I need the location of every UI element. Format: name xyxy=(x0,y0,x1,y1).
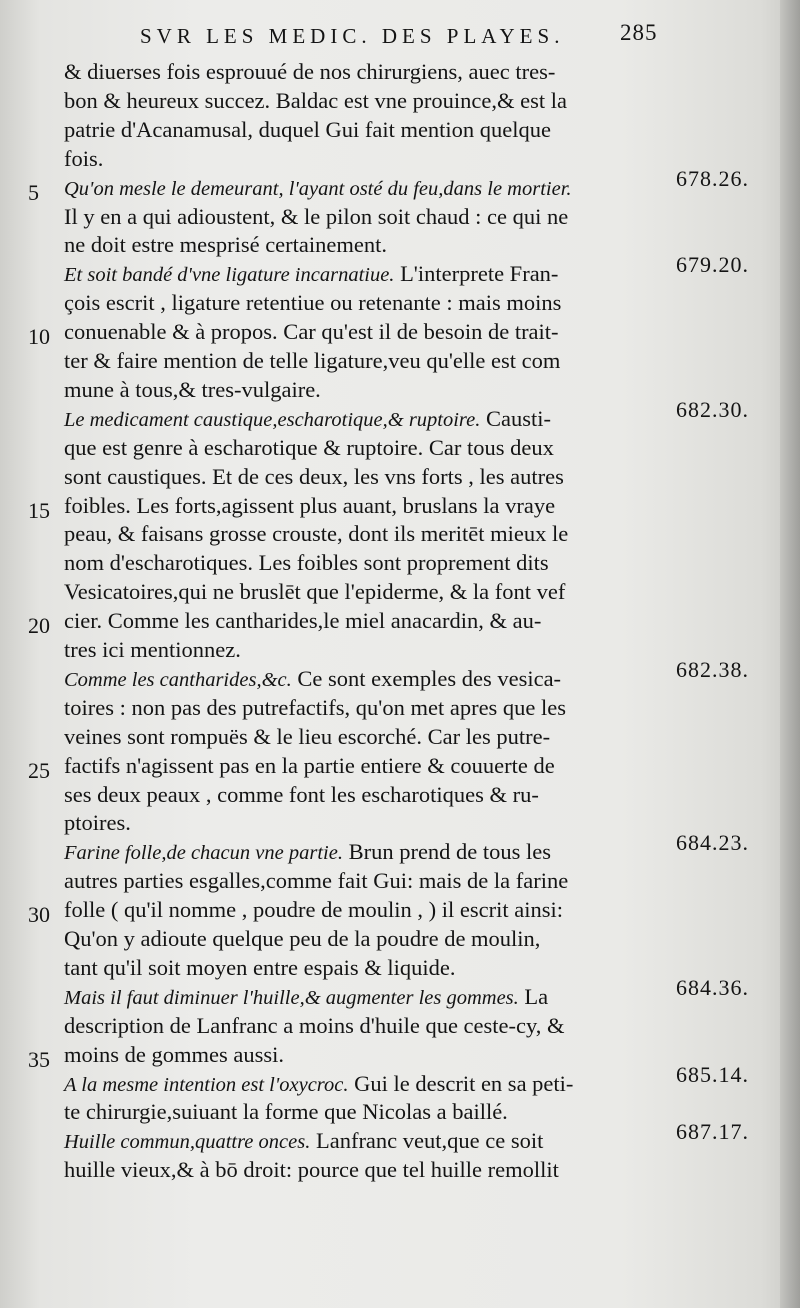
text-line xyxy=(64,1012,565,1040)
line-number: 35 xyxy=(28,1047,50,1072)
line-text: Qu'on y adioute quelque peu de la poudre de moulin, xyxy=(64,926,541,951)
text-line xyxy=(64,203,568,231)
text-line xyxy=(64,231,387,259)
text-line xyxy=(64,58,555,86)
text-line xyxy=(64,694,566,722)
line-text: Vesicatoires,qui ne bruslēt que l'epiderme, & la font vef xyxy=(64,579,566,604)
margin-reference: 684.23. xyxy=(676,830,749,855)
text-line xyxy=(64,1156,559,1184)
line-text: cier. Comme les cantharides,le miel anacardin, & au- xyxy=(64,608,542,633)
line-text: ses deux peaux , comme font les escharotiques & ru- xyxy=(64,782,539,807)
line-number: 25 xyxy=(28,758,50,783)
line-text: nom d'escharotiques. Les foibles sont proprement dits xyxy=(64,550,549,575)
line-number: 10 xyxy=(28,324,50,349)
text-line xyxy=(64,665,561,694)
line-text: fois. xyxy=(64,146,104,171)
line-text: Causti- xyxy=(480,406,552,431)
line-text: bon & heureux succez. Baldac est vne prouince,& est la xyxy=(64,88,567,113)
text-line xyxy=(64,174,572,203)
text-line xyxy=(64,318,559,346)
text-line xyxy=(64,954,456,982)
line-number: 5 xyxy=(28,180,39,205)
line-text: toires : non pas des putrefactifs, qu'on met apres que les xyxy=(64,695,567,720)
line-text: & diuerses fois esprouué de nos chirurgiens, auec tres- xyxy=(64,59,556,84)
margin-reference: 679.20. xyxy=(676,252,749,277)
line-text: Lanfranc veut,que ce soit xyxy=(310,1128,544,1153)
margin-reference: 682.30. xyxy=(676,397,749,422)
line-text: La xyxy=(518,984,549,1009)
margin-reference: 685.14. xyxy=(676,1062,749,1087)
margin-reference: 682.38. xyxy=(676,657,749,682)
line-text: patrie d'Acanamusal, duquel Gui fait mention quelque xyxy=(64,117,552,142)
lemma-italic: A la mesme intention est l'oxycroc. xyxy=(64,1074,349,1096)
lemma-italic: Mais il faut diminuer l'huille,& augmenter les gommes. xyxy=(64,987,519,1009)
line-text: sont caustiques. Et de ces deux, les vns forts , les autres xyxy=(64,464,564,489)
text-line xyxy=(64,983,548,1012)
line-text: huille vieux,& à bō droit: pource que tel huille remollit xyxy=(64,1157,559,1182)
page-edge-shadow xyxy=(780,0,800,1308)
line-text: moins de gommes aussi. xyxy=(64,1042,284,1067)
line-text: peau, & faisans grosse crouste, dont ils meritēt mieux le xyxy=(64,521,569,546)
text-line xyxy=(64,289,561,317)
line-text: tres ici mentionnez. xyxy=(64,637,241,662)
text-line xyxy=(64,260,558,289)
text-line xyxy=(64,838,551,867)
line-text: ne doit estre mesprisé certainement. xyxy=(64,232,387,257)
text-line xyxy=(64,347,560,375)
line-text: ptoires. xyxy=(64,810,131,835)
lemma-italic: Qu'on mesle le demeurant, l'ayant osté du feu,dans le mortier. xyxy=(64,178,572,200)
line-text: Ce sont exemples des vesica- xyxy=(291,666,562,691)
line-text: tant qu'il soit moyen entre espais & liquide. xyxy=(64,955,456,980)
lemma-italic: Huille commun,quattre onces. xyxy=(64,1131,311,1153)
lemma-italic: Le medicament caustique,escharotique,& ruptoire. xyxy=(64,409,481,431)
line-text: çois escrit , ligature retentiue ou retenante : mais moins xyxy=(64,290,562,315)
text-line xyxy=(64,752,555,780)
text-line xyxy=(64,116,551,144)
line-text: Gui le descrit en sa peti- xyxy=(348,1071,574,1096)
line-text: L'interprete Fran- xyxy=(394,261,559,286)
line-text: Il y en a qui adioustent, & le pilon soit chaud : ce qui ne xyxy=(64,204,569,229)
line-number: 20 xyxy=(28,613,50,638)
line-number: 30 xyxy=(28,902,50,927)
text-line xyxy=(64,809,131,837)
text-line xyxy=(64,896,563,924)
line-text: que est genre à escharotique & ruptoire. Car tous deux xyxy=(64,435,554,460)
text-line xyxy=(64,607,541,635)
text-line xyxy=(64,636,241,664)
text-line xyxy=(64,578,565,606)
line-text: folle ( qu'il nomme , poudre de moulin , ) il escrit ainsi: xyxy=(64,897,563,922)
line-text: veines sont rompuës & le lieu escorché. Car les putre- xyxy=(64,724,551,749)
line-text: foibles. Les forts,agissent plus auant, bruslans la vraye xyxy=(64,493,556,518)
text-line xyxy=(64,925,540,953)
line-text: description de Lanfranc a moins d'huile que ceste-cy, & xyxy=(64,1013,565,1038)
margin-reference: 684.36. xyxy=(676,975,749,1000)
text-line xyxy=(64,549,549,577)
text-line xyxy=(64,405,551,434)
line-text: autres parties esgalles,comme fait Gui: mais de la farine xyxy=(64,868,569,893)
text-line xyxy=(64,1127,543,1156)
margin-reference: 678.26. xyxy=(676,166,749,191)
text-line xyxy=(64,87,567,115)
line-number: 15 xyxy=(28,498,50,523)
line-text: factifs n'agissent pas en la partie entiere & couuerte de xyxy=(64,753,555,778)
text-line xyxy=(64,1070,573,1099)
text-line xyxy=(64,463,564,491)
lemma-italic: Farine folle,de chacun vne partie. xyxy=(64,842,343,864)
margin-reference: 687.17. xyxy=(676,1119,749,1144)
text-line xyxy=(64,867,568,895)
text-line xyxy=(64,434,554,462)
running-head xyxy=(140,18,680,52)
lemma-italic: Comme les cantharides,&c. xyxy=(64,669,292,691)
line-text: ter & faire mention de telle ligature,veu qu'elle est com xyxy=(64,348,561,373)
text-line xyxy=(64,723,550,751)
running-head-title: SVR LES MEDIC. DES PLAYES. xyxy=(140,24,565,48)
line-text: Brun prend de tous les xyxy=(342,839,552,864)
text-line xyxy=(64,520,568,548)
line-text: mune à tous,& tres-vulgaire. xyxy=(64,377,321,402)
text-line xyxy=(64,145,103,173)
text-line xyxy=(64,781,539,809)
text-line xyxy=(64,376,321,404)
line-text: te chirurgie,suiuant la forme que Nicolas a baillé. xyxy=(64,1099,508,1124)
text-line xyxy=(64,492,555,520)
lemma-italic: Et soit bandé d'vne ligature incarnatiue. xyxy=(64,264,395,286)
text-line xyxy=(64,1041,284,1069)
line-text: conuenable & à propos. Car qu'est il de besoin de trait- xyxy=(64,319,559,344)
text-line xyxy=(64,1098,508,1126)
page-number: 285 xyxy=(620,20,658,45)
